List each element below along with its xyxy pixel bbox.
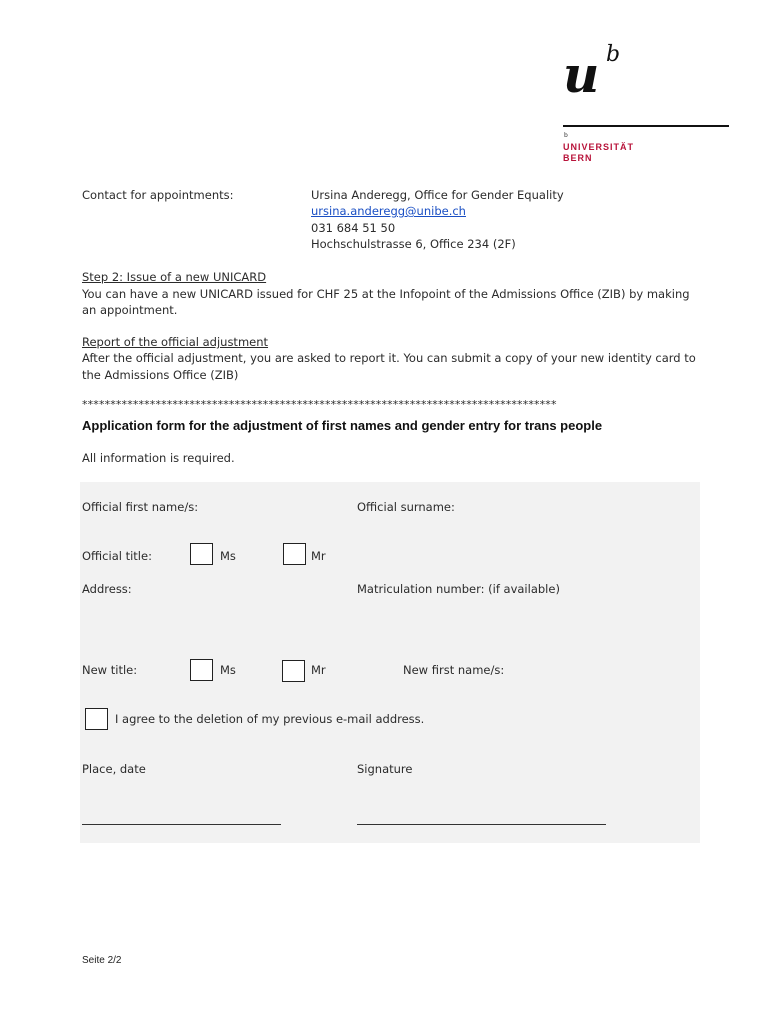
contact-name: Ursina Anderegg, Office for Gender Equality — [311, 188, 564, 202]
official-surname-label: Official surname: — [357, 500, 455, 514]
step2-line2: an appointment. — [82, 303, 178, 317]
contact-address: Hochschulstrasse 6, Office 234 (2F) — [311, 237, 516, 251]
report-line2: the Admissions Office (ZIB) — [82, 368, 239, 382]
contact-email-link[interactable]: ursina.anderegg@unibe.ch — [311, 204, 466, 218]
step2-line1: You can have a new UNICARD issued for CHF 25 at the Infopoint of the Admissions Office (ZIB) by making — [82, 287, 690, 301]
application-form — [80, 482, 700, 843]
official-title-label: Official title: — [82, 549, 152, 563]
contact-phone: 031 684 51 50 — [311, 221, 396, 235]
address-label: Address: — [82, 582, 132, 596]
signature-line[interactable] — [357, 824, 606, 825]
page-number: Seite 2/2 — [82, 955, 122, 966]
official-first-names-label: Official first name/s: — [82, 500, 199, 514]
place-date-line[interactable] — [82, 824, 281, 825]
signature-label: Signature — [357, 762, 413, 776]
form-title: Application form for the adjustment of first names and gender entry for trans people — [82, 418, 603, 433]
separator-asterisks: ************************************************************************************ — [82, 398, 557, 411]
logo-rule — [563, 125, 729, 127]
logo-small-b: b — [564, 132, 568, 139]
university-logo — [563, 44, 729, 169]
report-heading: Report of the official adjustment — [82, 335, 269, 349]
new-title-mr-checkbox[interactable] — [282, 660, 305, 682]
new-title-label: New title: — [82, 663, 138, 677]
new-title-mr-label: Mr — [311, 663, 326, 677]
agree-label: I agree to the deletion of my previous e-mail address. — [115, 712, 425, 726]
matriculation-label: Matriculation number: (if available) — [357, 582, 560, 596]
place-date-label: Place, date — [82, 762, 146, 776]
official-title-ms-checkbox[interactable] — [190, 543, 213, 565]
required-note: All information is required. — [82, 451, 235, 465]
official-title-mr-checkbox[interactable] — [283, 543, 306, 565]
university-name-line1: UNIVERSITÄT — [563, 142, 635, 152]
new-title-ms-label: Ms — [220, 663, 236, 677]
new-title-ms-checkbox[interactable] — [190, 659, 213, 681]
new-first-names-label: New first name/s: — [403, 663, 505, 677]
report-line1: After the official adjustment, you are asked to report it. You can submit a copy of your new identity card to — [82, 351, 696, 365]
agree-checkbox[interactable] — [85, 708, 108, 730]
official-title-mr-label: Mr — [311, 549, 326, 563]
step2-heading: Step 2: Issue of a new UNICARD — [82, 270, 267, 284]
logo-mark-b: b — [606, 42, 621, 67]
university-name-line2: BERN — [563, 153, 593, 163]
logo-mark-u: u — [563, 45, 600, 104]
contact-label: Contact for appointments: — [82, 188, 234, 202]
university-name — [563, 142, 634, 164]
official-title-ms-label: Ms — [220, 549, 236, 563]
